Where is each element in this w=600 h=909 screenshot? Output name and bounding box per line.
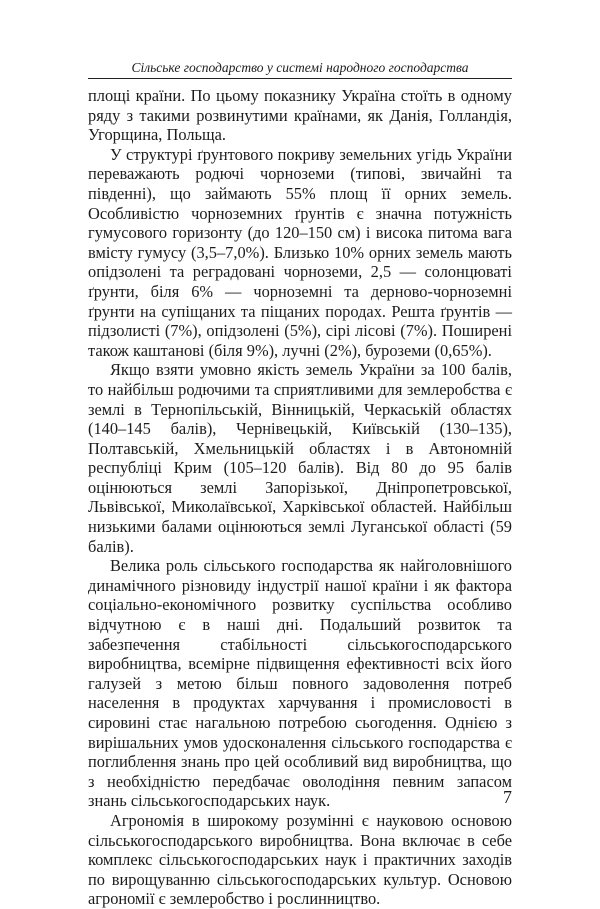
page-number: 7 — [503, 787, 512, 807]
paragraph-continuation: площі країни. По цьому показнику Україна стоїть в одному ряду з такими розвинутими країнами, як Данія, Голландія, Угорщина, Польща. — [88, 86, 512, 145]
running-header — [88, 60, 512, 79]
paragraph-soil-structure: У структурі ґрунтового покриву земельних угідь України переважають родючі чорноземи (типові, звичайні та південні), що займають 55% площ її орних земель. Особливістю чорноземних ґрунтів є значна потужність гумусового горизонту (до 120–150 см) і висока питома вага вмісту гумусу (3,5–7,0%). Близько 10% орних земель мають опідзолені та реградовані чорноземи, 2,5 — солонцюваті ґрунти, біля 6% — чорноземні та дерново-чорноземні ґрунти на супіщаних та піщаних породах. Решта ґрунтів — підзолисті (7%), опідзолені (5%), сірі лісові (7%). Поширені також каштанові (біля 9%), лучні (2%), буроземи (0,65%). — [88, 144, 512, 360]
page-body — [88, 86, 512, 909]
paragraph-agronomy: Агрономія в широкому розумінні є науковою основою сільськогосподарського виробництва. Вона включає в себе комплекс сільськогосподарських наук і практичних заходів по вирощуванню сільськогосподарських культур. Основою агрономії є землеробство і рослинництво. — [88, 810, 512, 909]
running-title: Сільське господарство у системі народного господарства — [131, 60, 469, 75]
paragraph-agriculture-role: Велика роль сільського господарства як найголовнішого динамічного різновиду індустрії нашої країни і як фактора соціально-економічного розвитку суспільства особливо відчутною є в наші дні. Подальший розвиток та забезпечення стабільності сільськогосподарського виробництва, всемірне підвищення ефективності всіх його галузей з метою більш повного задоволення потреб населення в продуктах харчування і промисловості в сировині стає нагальною потребою сьогодення. Однією з вирішальних умов удосконалення сільського господарства є поглиблення знань про цей особливий вид виробництва, що з необхідністю передбачає оволодіння певним запасом знань сільськогосподарських наук. — [88, 556, 512, 811]
paragraph-land-quality: Якщо взяти умовно якість земель України за 100 балів, то найбільш родючими та сприятливими для землеробства є землі в Тернопільській, Вінницькій, Черкаській областях (140–145 балів), Чернівецькій, Київській (130–135), Полтавській, Хмельницькій областях і в Автономній республіці Крим (105–120 балів). Від 80 до 95 балів оцінюються землі Запорізької, Дніпропетровської, Львівської, Миколаївської, Харківської областей. Найбільш низькими балами оцінюються землі Луганської області (59 балів). — [88, 360, 512, 556]
